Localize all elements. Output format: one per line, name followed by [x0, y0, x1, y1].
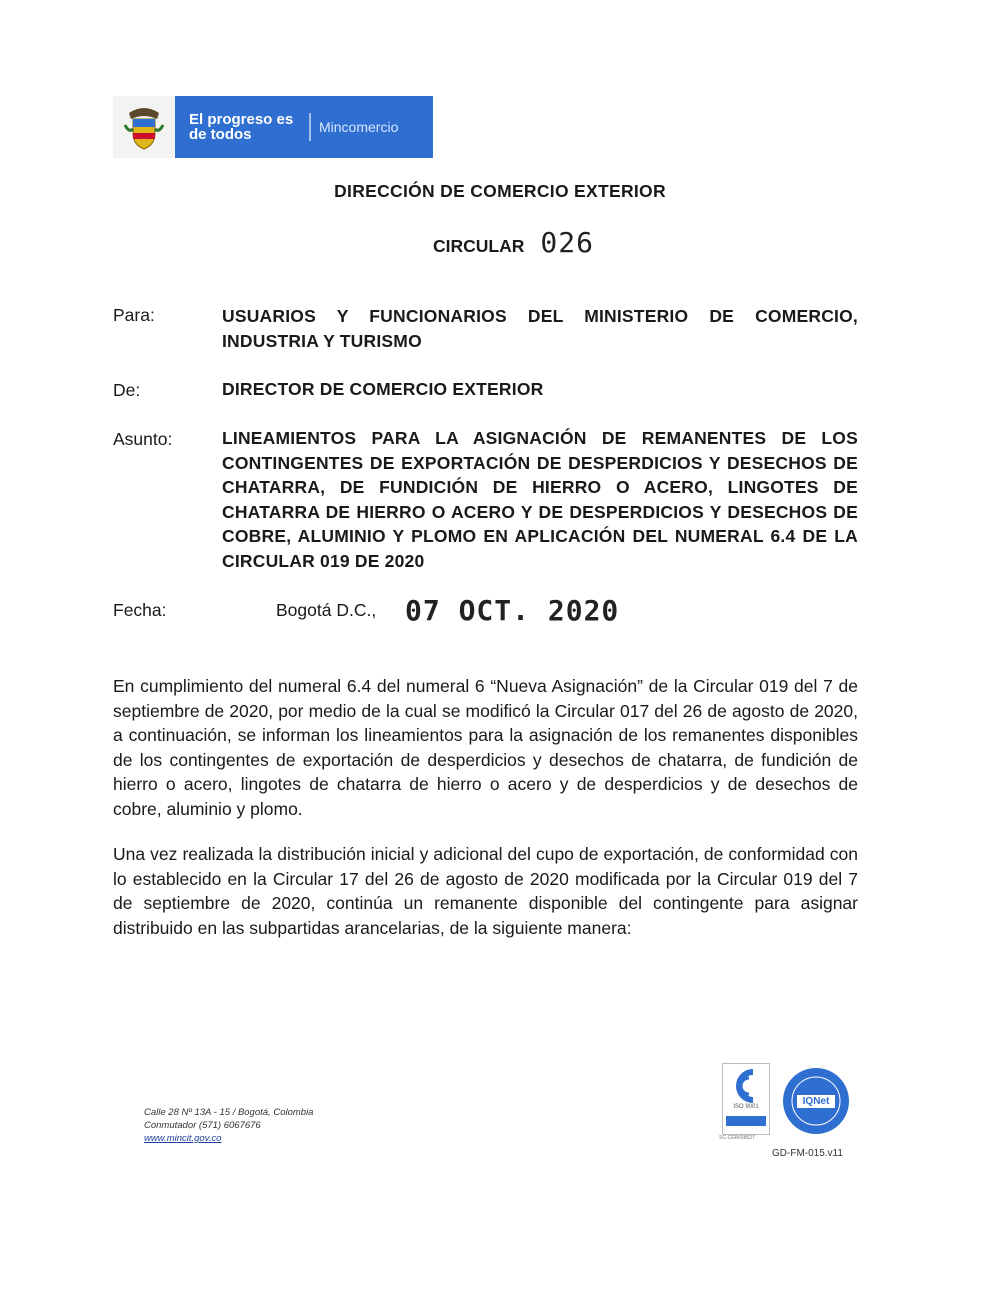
footer-address: Calle 28 Nº 13A - 15 / Bogotá, Colombia [144, 1107, 314, 1118]
circular-number: 026 [540, 226, 594, 259]
logo-ministry: Mincomercio [319, 119, 399, 135]
icontec-certification-logo [719, 1063, 770, 1141]
icontec-code: SC-CER658627 [719, 1135, 755, 1141]
iqnet-certification-logo [781, 1066, 851, 1136]
body-paragraph-1: En cumplimiento del numeral 6.4 del numeral 6 “Nueva Asignación” de la Circular 019 del 7 de septiembre de 2020, por medio de la cual se modificó la Circular 017 del 26 de agosto de 2020, a continuación, se informan los lineamientos para la asignación de los remanentes disponibles de los contingentes de exportación de desperdicios y desechos de chatarra, de fundición de hierro o acero, lingotes de chatarra de hierro o acero y de desperdicios y de desechos de cobre, aluminio y plomo. [113, 676, 858, 819]
footer-phone: Conmutador (571) 6067676 [144, 1120, 261, 1131]
circular-header [433, 226, 594, 259]
de-value: DIRECTOR DE COMERCIO EXTERIOR [222, 379, 544, 399]
circular-label: CIRCULAR [433, 236, 525, 256]
fecha-label: Fecha: [113, 600, 167, 620]
logo-motto: El progreso es de todos [189, 111, 294, 143]
logo-divider [309, 113, 311, 141]
coat-of-arms-icon [113, 96, 175, 158]
ministry-logo [113, 96, 433, 158]
document-title: DIRECCIÓN DE COMERCIO EXTERIOR [334, 181, 666, 201]
asunto-label: Asunto: [113, 429, 173, 449]
document-code: GD-FM-015.v11 [772, 1148, 843, 1159]
body-paragraph-2: Una vez realizada la distribución inicial y adicional del cupo de exportación, de conformidad con lo establecido en la Circular 17 del 26 de agosto de 2020 modificada por la Circular 019 del 7 de septiembre de 2020, continúa un remanente disponible del contingente para asignar distribuido en las subpartidas arancelarias, de la siguiente manera: [113, 844, 858, 938]
fecha-place: Bogotá D.C., [276, 600, 377, 620]
para-label: Para: [113, 305, 155, 325]
icontec-label: ISO 9001 [733, 1104, 759, 1110]
iqnet-label: IQNet [802, 1096, 830, 1107]
para-value: USUARIOS Y FUNCIONARIOS DEL MINISTERIO DE COMERCIO, INDUSTRIA Y TURISMO [222, 306, 858, 351]
de-label: De: [113, 380, 141, 400]
footer-contact [144, 1106, 313, 1145]
date-stamp: 07 OCT. 2020 [405, 594, 620, 627]
asunto-value: LINEAMIENTOS PARA LA ASIGNACIÓN DE REMANENTES DE LOS CONTINGENTES DE EXPORTACIÓN DE DESPERDICIOS Y DESECHOS DE CHATARRA, DE FUNDICIÓN DE HIERRO O ACERO, LINGOTES DE CHATARRA DE HIERRO O ACERO Y DE DESPERDICIOS Y DESECHOS DE COBRE, ALUMINIO Y PLOMO EN APLICACIÓN DEL NUMERAL 6.4 DE LA CIRCULAR 019 DE 2020 [222, 428, 858, 571]
footer-website-link[interactable]: www.mincit.gov.co [144, 1133, 222, 1144]
